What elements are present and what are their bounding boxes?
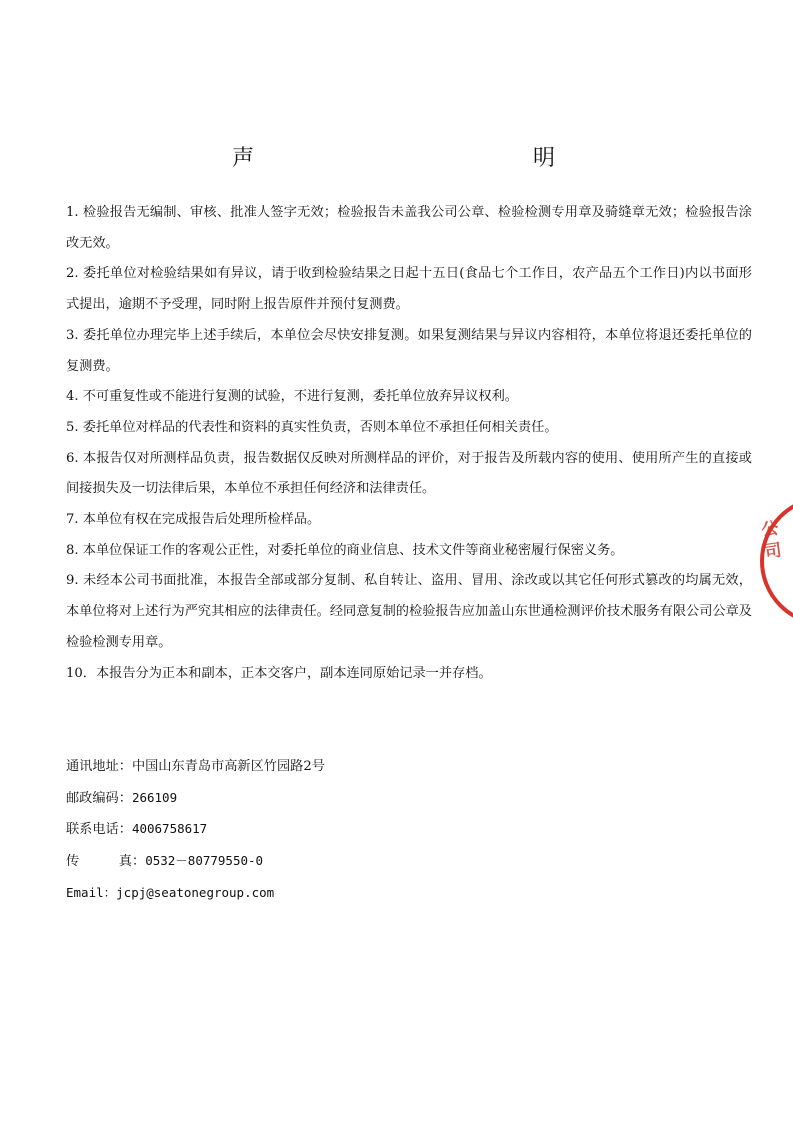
- statement-item-8: 8. 本单位保证工作的客观公正性，对委托单位的商业信息、技术文件等商业秘密履行保密义务。: [66, 542, 624, 558]
- statement-item-7: 7. 本单位有权在完成报告后处理所检样品。: [66, 512, 321, 528]
- page-title: [0, 144, 793, 174]
- statement-item-6: 6. 本报告仅对所测样品负责，报告数据仅反映对所测样品的评价，对于报告及所载内容的使用、使用所产生的直接或间接损失及一切法律后果，本单位不承担任何经济和法律责任。: [66, 450, 752, 497]
- fax-colon: ：: [132, 854, 146, 870]
- email-value: jcpj@seatonegroup.com: [116, 884, 275, 900]
- fax-value: 0532－80779550-0: [145, 853, 264, 869]
- postcode-label: 邮政编码：: [66, 790, 132, 806]
- phone-value: 4006758617: [131, 821, 208, 837]
- contact-info: [66, 752, 666, 910]
- seal-text: 公司: [760, 518, 783, 563]
- statement-item-1: 1. 检验报告无编制、审核、批准人签字无效；检验报告未盖我公司公章、检验检测专用章及骑缝章无效；检验报告涂改无效。: [66, 205, 752, 251]
- address-row: [66, 752, 666, 783]
- fax-row: [66, 846, 666, 878]
- statement-list: [66, 198, 752, 689]
- statement-item-4: 4. 不可重复性或不能进行复测的试验，不进行复测，委托单位放弃异议权利。: [66, 389, 518, 405]
- statement-item-9: 9. 未经本公司书面批准，本报告全部或部分复制、私自转让、盗用、冒用、涂改或以其它任何形式篡改的均属无效，本单位将对上述行为严究其相应的法律责任。经同意复制的检验报告应加盖山东世通检测评价技术服务有限公司公章及检验检测专用章。: [66, 573, 752, 650]
- title-char-2: 明: [533, 146, 556, 171]
- statement-item-5: 5. 委托单位对样品的代表性和资料的真实性负责，否则本单位不承担任何相关责任。: [66, 419, 558, 435]
- phone-row: [66, 814, 666, 846]
- company-seal: [755, 490, 793, 635]
- title-char-1: 声: [232, 146, 255, 171]
- postcode-row: [66, 783, 666, 815]
- address-label: 通讯地址：: [66, 759, 132, 774]
- postcode-value: 266109: [131, 789, 178, 805]
- fax-label: 传 真: [66, 854, 132, 870]
- phone-label: 联系电话：: [66, 822, 132, 838]
- statement-item-10: 10．本报告分为正本和副本，正本交客户，副本连同原始记录一并存档。: [66, 665, 492, 681]
- email-row: [66, 878, 666, 910]
- address-value: 中国山东青岛市高新区竹园路2号: [131, 759, 325, 774]
- statement-item-3: 3. 委托单位办理完毕上述手续后，本单位会尽快安排复测。如果复测结果与异议内容相符，本单位将退还委托单位的复测费。: [66, 327, 752, 374]
- email-label: Email：: [66, 884, 117, 900]
- statement-item-2: 2. 委托单位对检验结果如有异议，请于收到检验结果之日起十五日(食品七个工作日，农产品五个工作日)内以书面形式提出，逾期不予受理，同时附上报告原件并预付复测费。: [66, 266, 752, 313]
